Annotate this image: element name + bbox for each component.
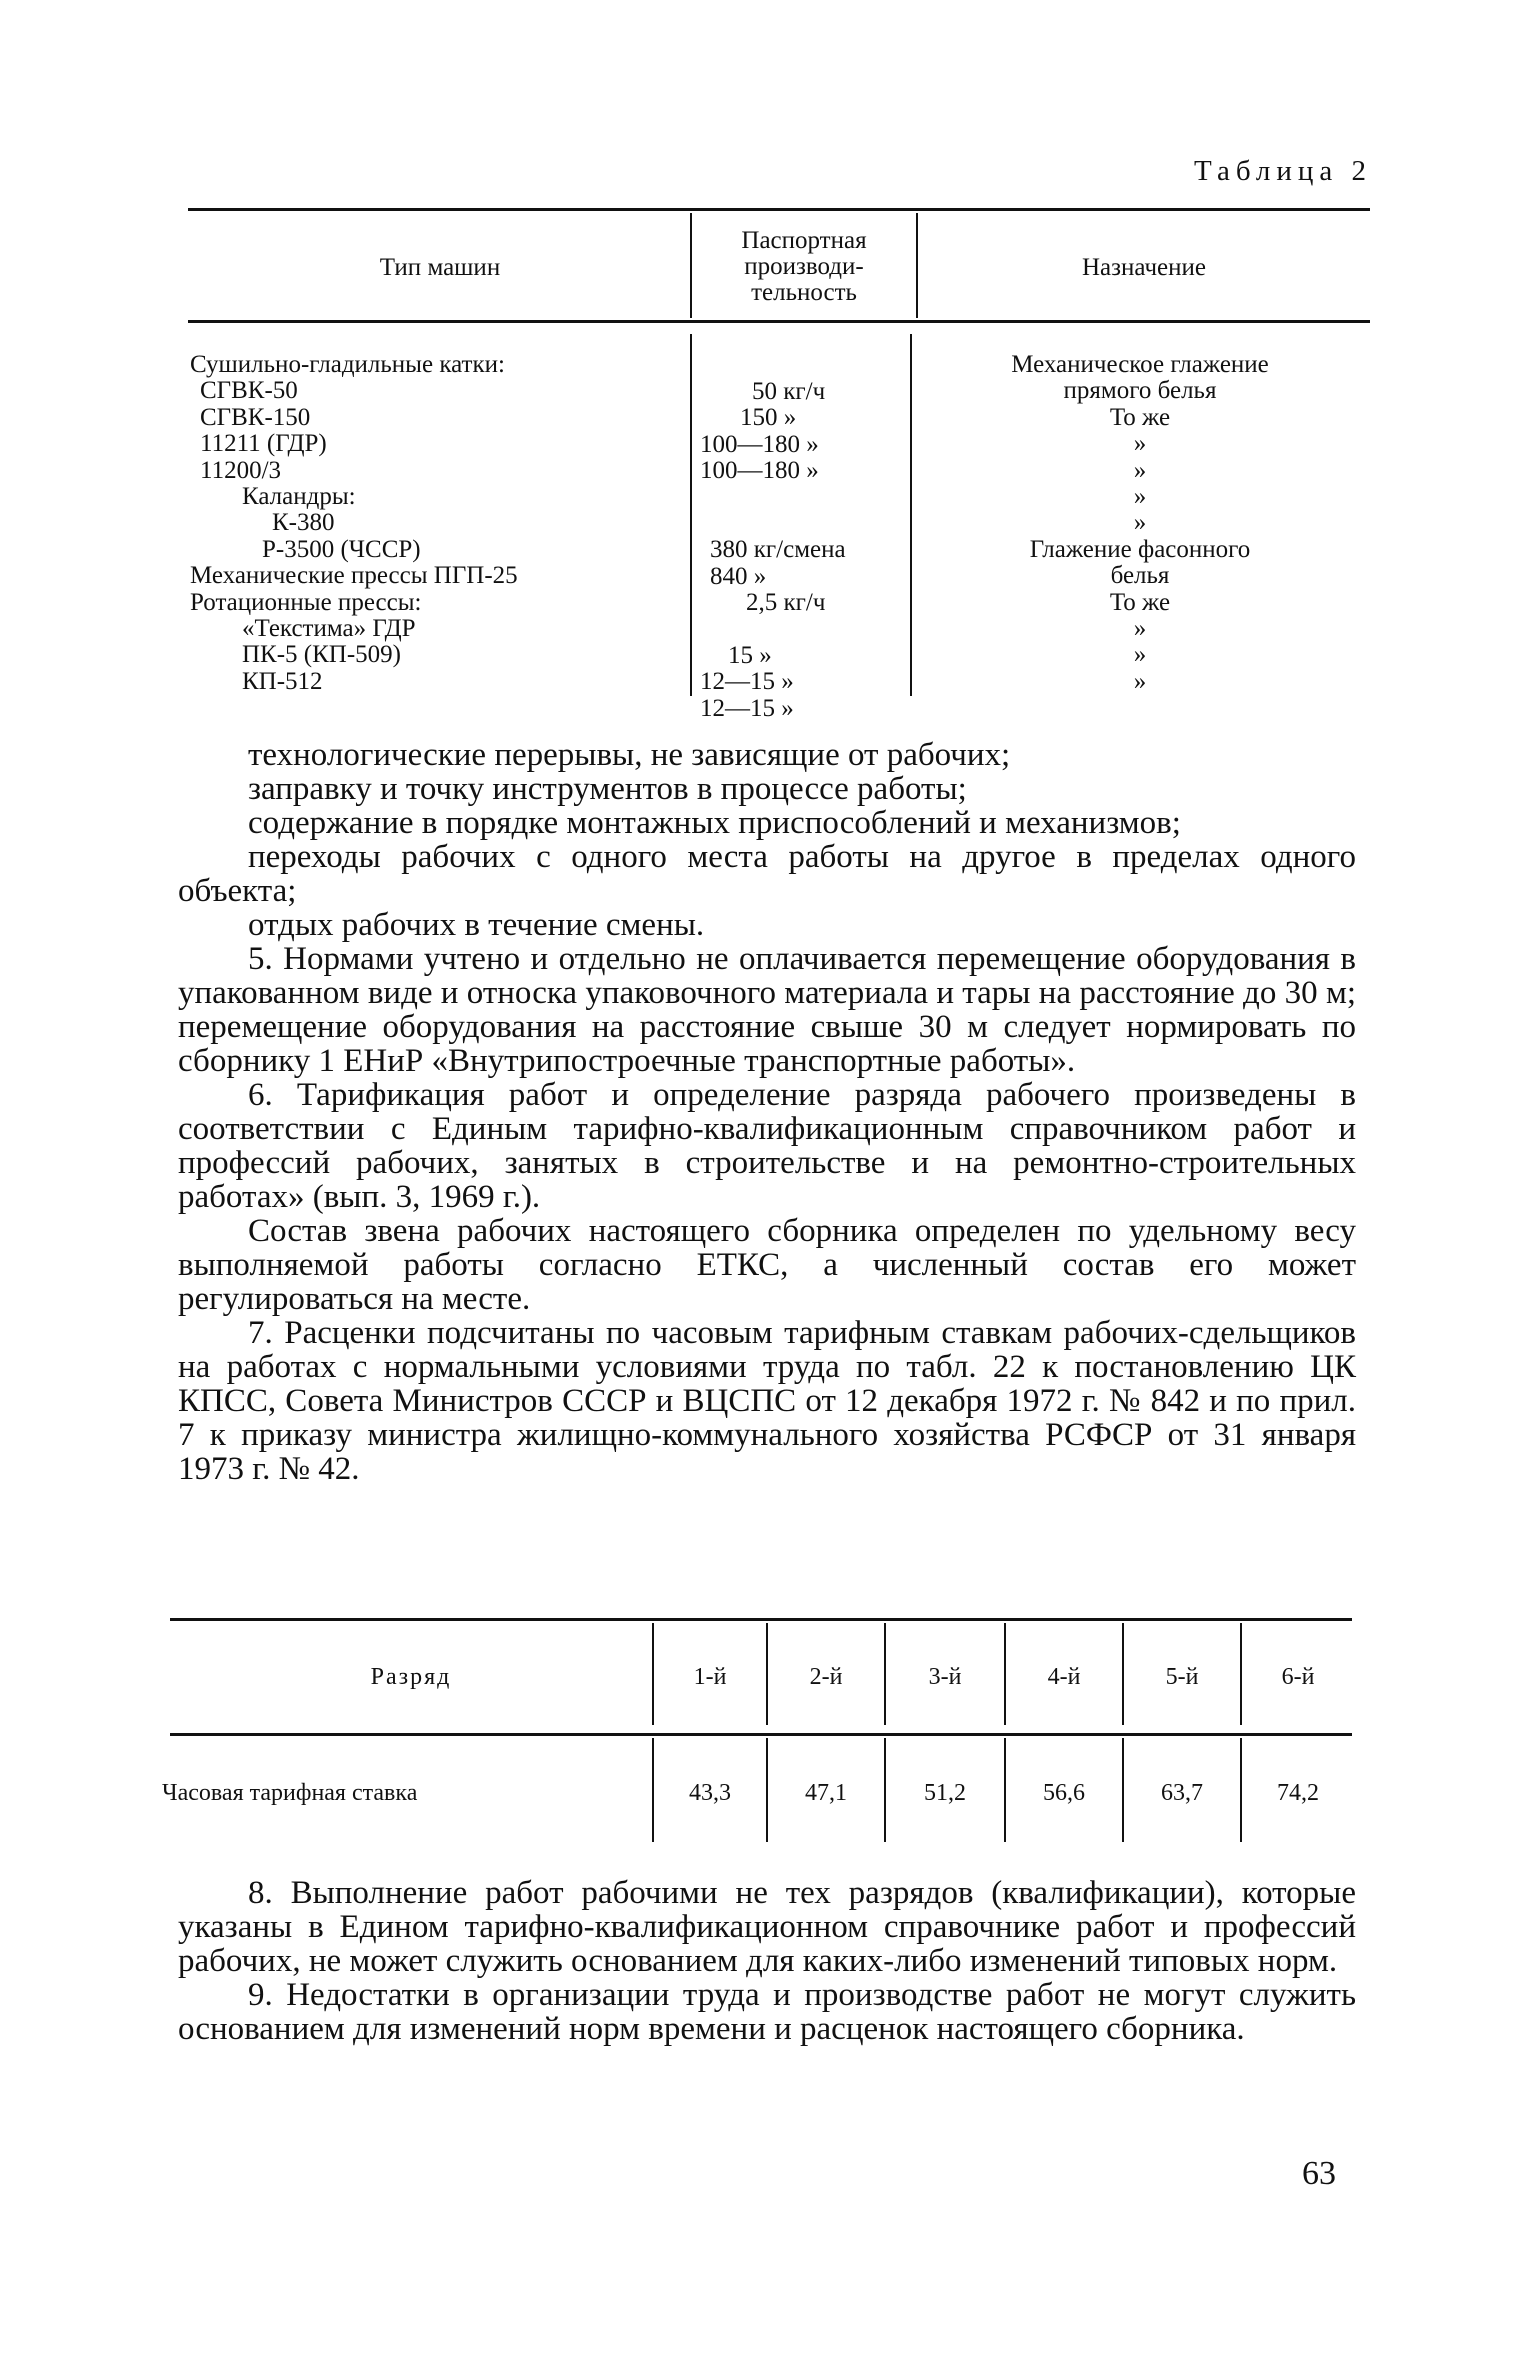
cell: » [1133, 482, 1147, 510]
cell: 11211 (ГДР) [200, 430, 327, 458]
cell: 12—15 » [700, 694, 794, 722]
cell: «Текстима» ГДР [242, 615, 416, 643]
cell: ПК-5 (КП-509) [242, 641, 402, 669]
grade-cell: 1-й [693, 1664, 727, 1690]
cell: 15 » [728, 641, 772, 669]
column-machine-type [190, 352, 518, 695]
cell: 11200/3 [200, 456, 282, 484]
cell: Сушильно-гладильные катки: [190, 351, 505, 378]
cell: КП-512 [242, 667, 323, 695]
header-performance: Паспортная производи- тельность [741, 227, 867, 306]
cell: СГВК-50 [200, 377, 298, 405]
rate-cell: 63,7 [1161, 1780, 1203, 1806]
paragraph-6: 6. Тарификация работ и определение разряда рабочего произведены в соответствии с Единым тарифно-квалификационным справочником работ и профессий рабочих, занятых в строительстве и на ремонтно-строительных работах» (вып. 3, 1969 г.). [178, 1077, 1356, 1215]
rates-mid-rule [170, 1733, 1352, 1736]
cell: Каландры: [242, 483, 356, 511]
cell: 380 кг/смена [710, 536, 846, 564]
rate-label: Часовая тарифная ставка [162, 1780, 418, 1806]
body-text-2 [178, 1876, 1356, 2046]
rate-cell: 43,3 [689, 1780, 731, 1806]
header-type: Тип машин [379, 254, 501, 281]
cell [700, 617, 846, 643]
cell [700, 485, 846, 511]
cell: 100—180 » [700, 457, 819, 485]
rates-top-rule [170, 1618, 1352, 1621]
paragraph-8: 8. Выполнение работ рабочими не тех разрядов (квалификации), которые указаны в Едином тарифно-квалификационном справочнике работ и профессий рабочих, не может служить основанием для каких-либо изменений типовых норм. [178, 1875, 1356, 1979]
rate-cell: 74,2 [1277, 1780, 1319, 1806]
cell: То же [1109, 588, 1171, 616]
cell: К-380 [272, 509, 335, 537]
cell [700, 511, 846, 537]
cell: 2,5 кг/ч [746, 589, 826, 617]
cell: 12—15 » [700, 668, 794, 696]
paragraph-7: 7. Расценки подсчитаны по часовым тарифным ставкам рабочих-сдельщиков на работах с нормальными условиями труда по табл. 22 к постановлению ЦК КПСС, Совета Министров СССР и ВЦСПС от 12 декабря 1972 г. № 842 и по прил. 7 к приказу министра жилищно-коммунального хозяйства РСФСР от 31 января 1973 г. № 42. [178, 1315, 1356, 1487]
grade-cell: 6-й [1281, 1664, 1315, 1690]
cell: » [1133, 430, 1147, 458]
header-purpose: Назначение [1081, 254, 1207, 281]
rate-cell: 56,6 [1043, 1780, 1085, 1806]
table-header-rule [188, 320, 1370, 323]
column-divider [690, 334, 692, 696]
cell: 50 кг/ч [752, 378, 826, 405]
cell: прямого белья [1063, 377, 1217, 405]
column-purpose [920, 352, 1360, 695]
cell: белья [1110, 562, 1170, 590]
paragraph: отдых рабочих в течение смены. [248, 907, 705, 943]
grade-cell: 5-й [1165, 1664, 1199, 1690]
paragraph-5: 5. Нормами учтено и отдельно не оплачивается перемещение оборудования в упакованном виде и относка упаковочного материала и тары на расстояние до 30 м; перемещение оборудования на расстояние свыше 30 м следует нормировать по сборнику 1 ЕНиР «Внутрипостроечные транспортные работы». [178, 941, 1356, 1079]
grade-cell: 2-й [809, 1664, 843, 1690]
paragraph: заправку и точку инструментов в процессе работы; [248, 771, 967, 807]
table-top-rule [188, 208, 1370, 211]
paragraph-6b: Состав звена рабочих настоящего сборника определен по удельному весу выполняемой работы согласно ЕТКС, а численный состав его может регулироваться на месте. [178, 1213, 1356, 1317]
column-performance [700, 379, 846, 722]
cell: » [1133, 667, 1147, 695]
paragraph: содержание в порядке монтажных приспособлений и механизмов; [248, 805, 1181, 841]
rate-cell: 47,1 [805, 1780, 847, 1806]
cell: То же [1109, 403, 1171, 431]
cell: 100—180 » [700, 430, 819, 458]
paragraph: технологические перерывы, не зависящие от рабочих; [248, 737, 1011, 773]
grade-cell: 3-й [928, 1664, 962, 1690]
cell: Механические прессы ПГП-25 [190, 562, 518, 590]
cell: Глажение фасонного [1029, 535, 1251, 563]
cell: 150 » [740, 404, 797, 432]
grade-cell: 4-й [1047, 1664, 1081, 1690]
page-number: 63 [1302, 2155, 1336, 2192]
column-divider [910, 334, 912, 696]
cell: СГВК-150 [200, 403, 311, 431]
cell: Р-3500 (ЧССР) [262, 535, 421, 563]
cell: 840 » [710, 562, 767, 590]
cell: » [1133, 614, 1147, 642]
rate-cell: 51,2 [924, 1780, 966, 1806]
table-caption: Таблица 2 [1193, 155, 1372, 187]
cell: » [1133, 456, 1147, 484]
paragraph: переходы рабочих с одного места работы на другое в пределах одного объекта; [178, 839, 1356, 909]
cell: Механическое глажение [1011, 351, 1269, 378]
cell: » [1133, 641, 1147, 669]
cell: » [1133, 509, 1147, 537]
body-text-1 [178, 738, 1356, 1486]
paragraph-9: 9. Недостатки в организации труда и производстве работ не могут служить основанием для изменений норм времени и расценок настоящего сборника. [178, 1977, 1356, 2047]
grade-label: Разряд [370, 1664, 452, 1690]
cell: Ротационные прессы: [190, 588, 422, 616]
